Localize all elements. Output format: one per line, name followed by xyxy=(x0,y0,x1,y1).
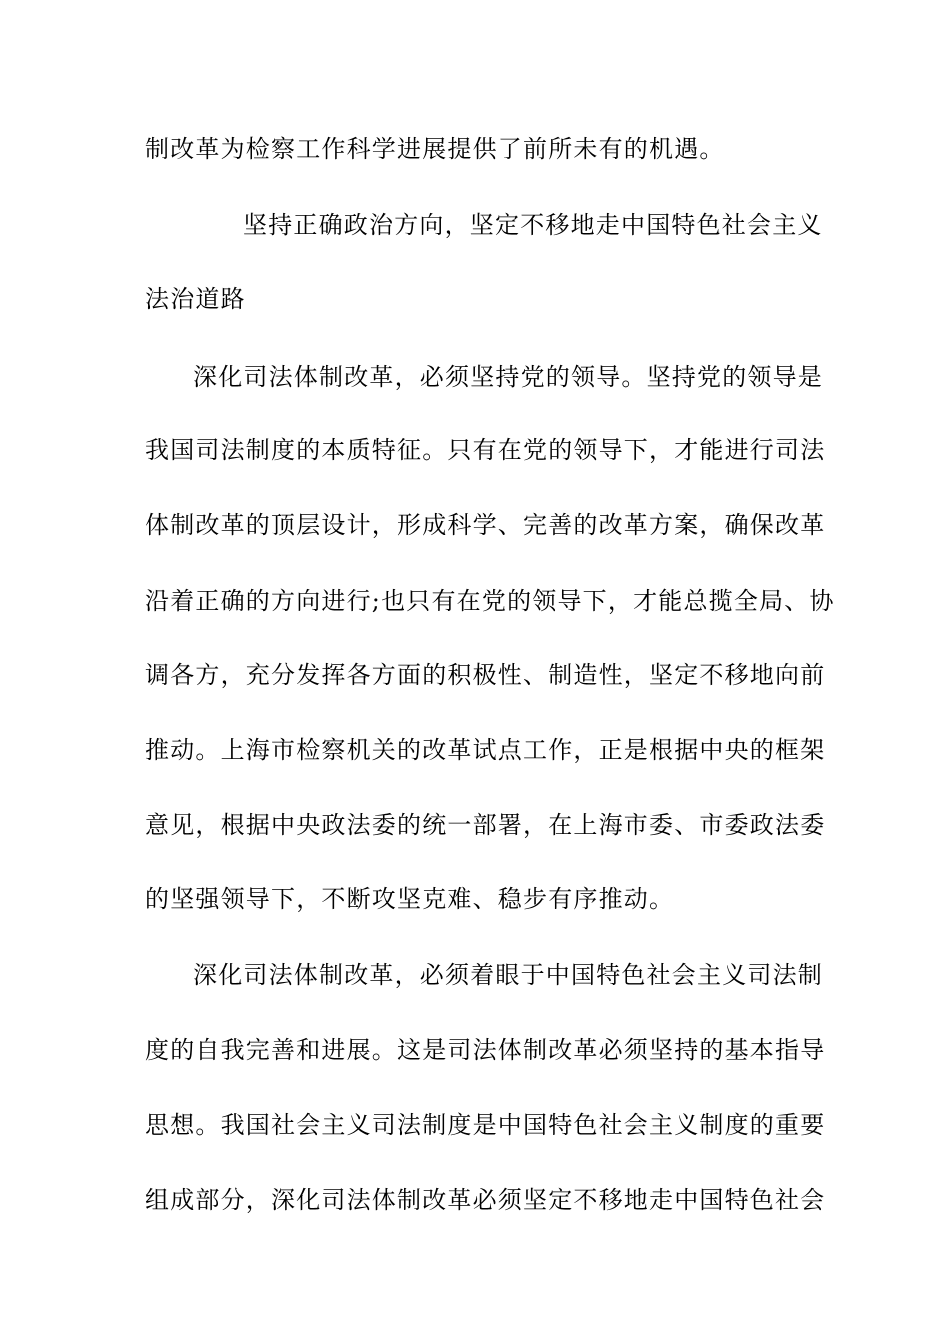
paragraph-1-line-6: 推动。上海市检察机关的改革试点工作，正是根据中央的框架 xyxy=(145,736,826,764)
paragraph-1-line-2: 我国司法制度的本质特征。只有在党的领导下，才能进行司法 xyxy=(145,436,826,464)
paragraph-1-line-1: 深化司法体制改革，必须坚持党的领导。坚持党的领导是 xyxy=(193,363,823,391)
paragraph-2-line-1: 深化司法体制改革，必须着眼于中国特色社会主义司法制 xyxy=(193,961,823,989)
paragraph-1-line-7: 意见，根据中央政法委的统一部署，在上海市委、市委政法委 xyxy=(145,811,826,839)
section-heading-line-2: 法治道路 xyxy=(145,285,246,313)
paragraph-2-line-3: 思想。我国社会主义司法制度是中国特色社会主义制度的重要 xyxy=(145,1111,826,1139)
paragraph-1-line-3: 体制改革的顶层设计，形成科学、完善的改革方案，确保改革 xyxy=(145,511,826,539)
section-heading-line-1: 坚持正确政治方向，坚定不移地走中国特色社会主义 xyxy=(243,211,823,239)
paragraph-1-line-4: 沿着正确的方向进行;也只有在党的领导下，才能总揽全局、协 xyxy=(145,587,835,615)
paragraph-1-line-8: 的坚强领导下，不断攻坚克难、稳步有序推动。 xyxy=(145,885,675,913)
paragraph-2-line-4: 组成部分，深化司法体制改革必须坚定不移地走中国特色社会 xyxy=(145,1186,826,1214)
text-line-1: 制改革为检察工作科学进展提供了前所未有的机遇。 xyxy=(145,135,725,163)
paragraph-1-line-5: 调各方，充分发挥各方面的积极性、制造性，坚定不移地向前 xyxy=(145,661,826,689)
paragraph-2-line-2: 度的自我完善和进展。这是司法体制改革必须坚持的基本指导 xyxy=(145,1036,826,1064)
